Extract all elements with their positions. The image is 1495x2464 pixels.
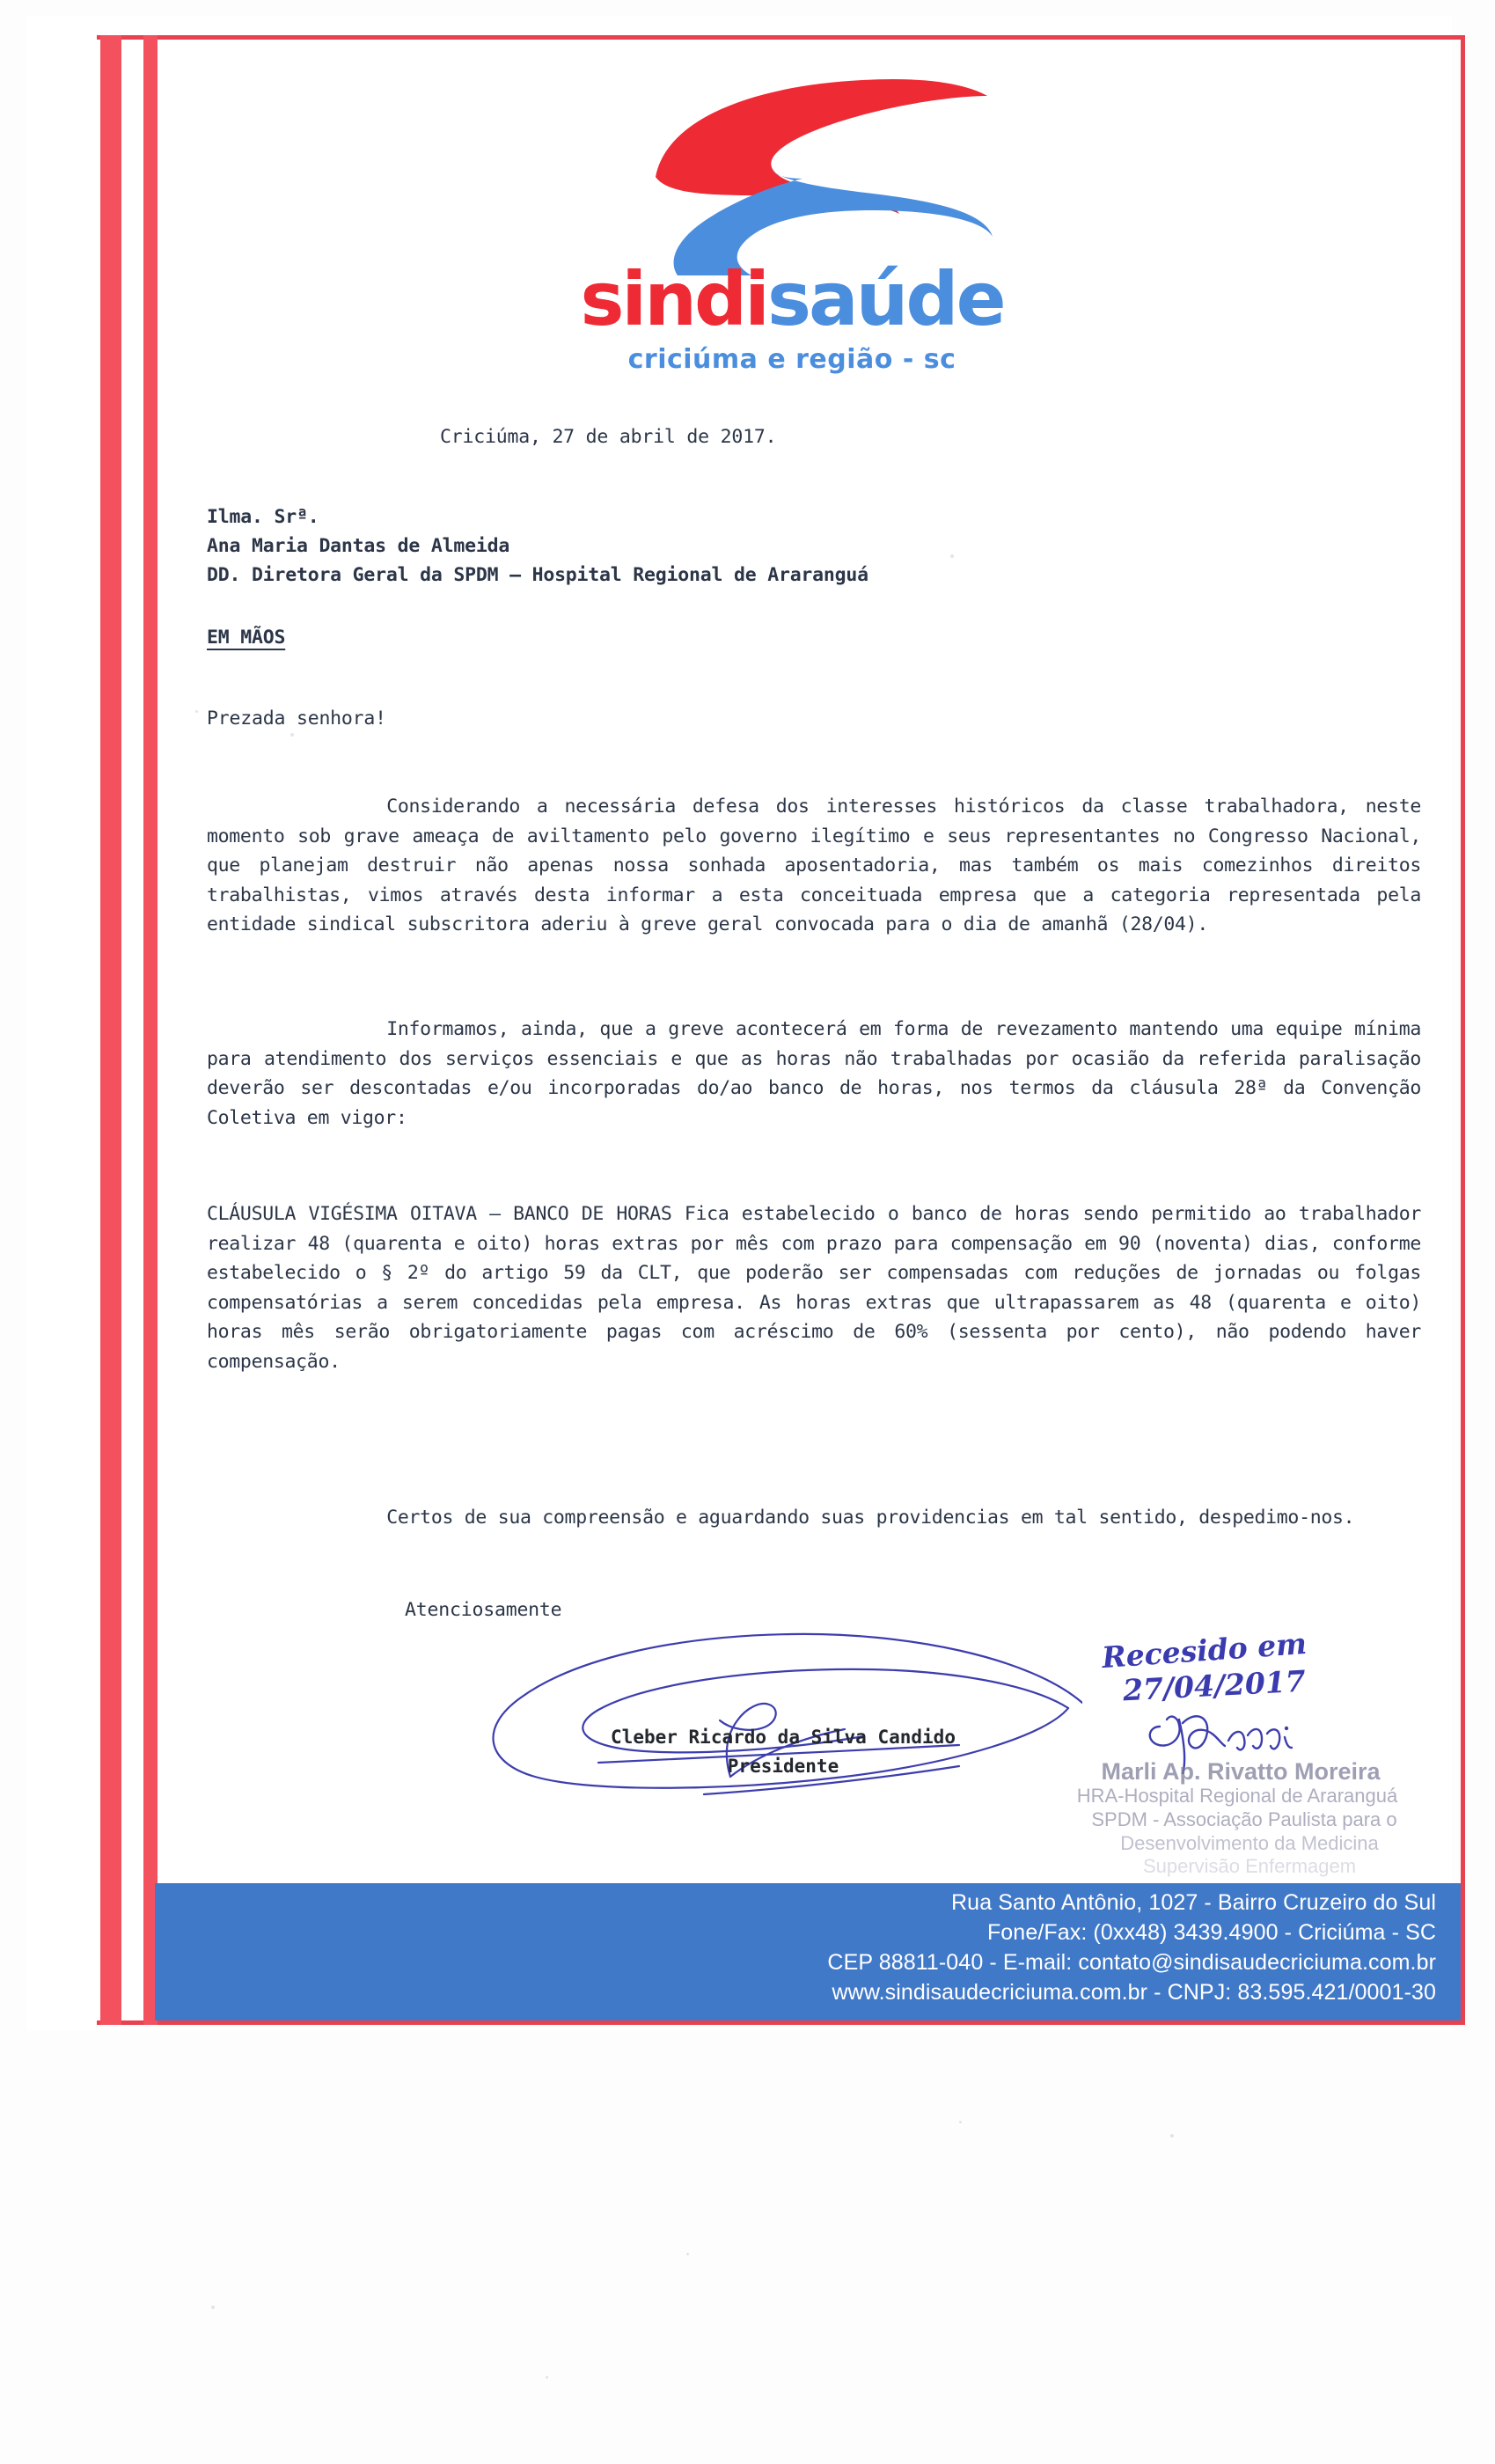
paragraph-text: Informamos, ainda, que a greve acontecerá em forma de revezamento mantendo uma equipe mínima para atendimento dos serviços essenciais e que as horas não trabalhadas por ocasião da referida paralisação deverão ser descontadas e/ou incorporadas do/ao banco de horas, nos termos da cláusula 28ª da Convenção Coletiva em vigor: (207, 1018, 1421, 1129)
handwritten-received-date: 27/04/2017 (1122, 1663, 1307, 1708)
logotype-saude: saúde (766, 256, 1004, 342)
scan-speck (211, 2306, 215, 2309)
logotype (519, 256, 1065, 342)
body-paragraph-4 (207, 1503, 1421, 1533)
stamp-hospital: HRA-Hospital Regional de Araranguá (1076, 1785, 1398, 1807)
footer-phone: Fone/Fax: (0xx48) 3439.4900 - Criciúma - SC (986, 1920, 1436, 1945)
scan-speck (290, 733, 294, 737)
letterhead-footer (155, 1883, 1461, 2020)
footer-email: CEP 88811-040 - E-mail: contato@sindisaudecriciuma.com.br (827, 1950, 1436, 1975)
logotype-subtitle: criciúma e região - sc (627, 344, 956, 375)
scan-speck (950, 554, 954, 558)
frame-right-rule (1461, 35, 1465, 2025)
scan-speck (959, 2121, 962, 2123)
footer-website-cnpj: www.sindisaudecriciuma.com.br - CNPJ: 83.595.421/0001-30 (832, 1980, 1436, 2005)
signer-title: Presidente (727, 1756, 839, 1777)
sindisaude-swoosh-icon (572, 64, 994, 275)
stamp-department: Supervisão Enfermagem (1142, 1855, 1357, 1877)
frame-bottom-rule (97, 2020, 1465, 2025)
left-border-bar-inner (143, 35, 158, 2025)
scan-speck (1170, 2134, 1174, 2138)
stamp-development: Desenvolvimento da Medicina (1120, 1832, 1379, 1854)
receipt-stamp (1074, 1625, 1425, 1877)
scan-speck (546, 2376, 548, 2379)
handwritten-received-label: Recesido em (1100, 1625, 1308, 1676)
frame-top-rule (97, 35, 1465, 40)
letter-paper (26, 16, 1452, 2031)
addressee-block (207, 502, 1263, 590)
addressee-line-2: Ana Maria Dantas de Almeida (207, 535, 510, 557)
closing-line: Atenciosamente (405, 1599, 562, 1621)
addressee-line-3: DD. Diretora Geral da SPDM – Hospital Regional de Araranguá (207, 564, 868, 586)
salutation: Prezada senhora! (207, 708, 386, 730)
left-border-bar-outer (100, 35, 121, 2025)
body-paragraph-2 (207, 1015, 1421, 1133)
signature-block (519, 1723, 1047, 1781)
stamp-association: SPDM - Associação Paulista para o (1091, 1808, 1397, 1830)
addressee-line-1: Ilma. Srª. (207, 506, 319, 528)
body-paragraph-1 (207, 792, 1421, 940)
paragraph-text: Certos de sua compreensão e aguardando suas providencias em tal sentido, despedimo-nos. (386, 1507, 1355, 1529)
signer-name: Cleber Ricardo da Silva Candido (611, 1727, 956, 1748)
paragraph-text: Considerando a necessária defesa dos interesses históricos da classe trabalhadora, neste momento sob grave ameaça de aviltamento pelo governo ilegítimo e seus representantes no Congresso Nacional, que planejam destruir não apenas nossa sonhada aposentadoria, mas também os mais comezinhos direitos trabalhistas, vimos através desta informar a esta conceituada empresa que a categoria representada pela entidade sindical subscritora aderiu à greve geral convocada para o dia de amanhã (28/04). (207, 796, 1421, 935)
footer-address: Rua Santo Antônio, 1027 - Bairro Cruzeiro do Sul (951, 1890, 1436, 1915)
delivery-note: EM MÃOS (207, 627, 286, 649)
date-line: Criciúma, 27 de abril de 2017. (440, 426, 777, 448)
body-paragraph-3-clause: CLÁUSULA VIGÉSIMA OITAVA – BANCO DE HORAS Fica estabelecido o banco de horas sendo permitido ao trabalhador realizar 48 (quarenta e oito) horas extras por mês com prazo para compensação em 90 (noventa) dias, conforme estabelecido o § 2º do artigo 59 da CLT, que poderão ser compensadas com reduções de jornadas ou folgas compensatórias a serem concedidas pela empresa. As horas extras que ultrapassarem as 48 (quarenta e oito) horas mês serão obrigatoriamente pagas com acréscimo de 60% (sessenta por cento), não podendo haver compensação. (207, 1203, 1421, 1373)
letterhead-logo (519, 64, 1065, 375)
scan-speck (195, 710, 198, 713)
scan-speck (686, 2253, 689, 2255)
logotype-sindi: sindi (580, 256, 767, 342)
stamp-name: Marli Ap. Rivatto Moreira (1101, 1758, 1381, 1785)
